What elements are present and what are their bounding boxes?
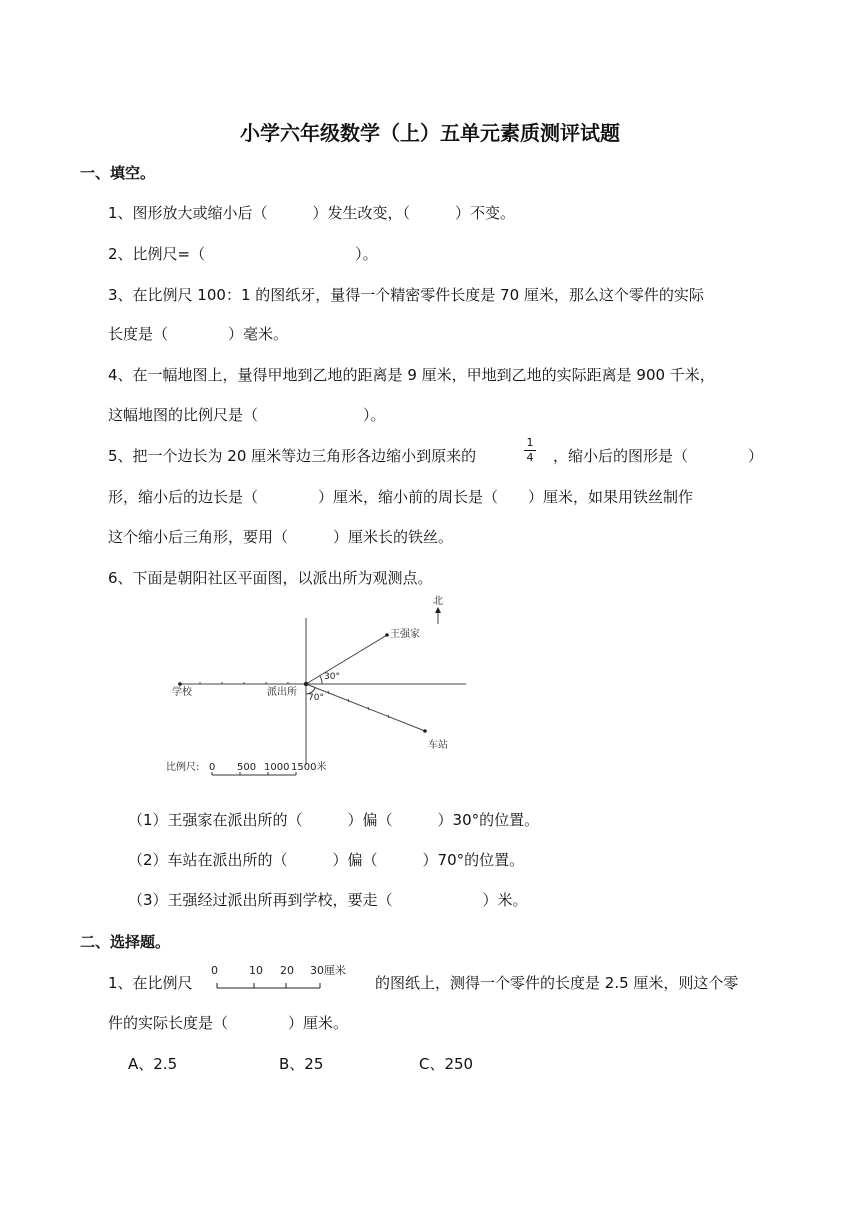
question-5-line-3: 这个缩小后三角形，要用（ ）厘米长的铁丝。: [108, 528, 454, 546]
choice-question-1-a: 1、在比例尺: [108, 974, 193, 992]
question-2: 2、比例尺=（ ）。: [108, 245, 378, 263]
map-scale-label: 比例尺:: [166, 762, 200, 773]
angle-70-label: 70°: [308, 693, 324, 703]
choice-question-1-line-2: 件的实际长度是（ ）厘米。: [108, 1014, 349, 1032]
choice-scale-line: [217, 983, 320, 988]
line-to-wang-home: [306, 635, 387, 684]
section-1-heading: 一、填空。: [80, 164, 156, 182]
fraction-one-quarter: [524, 437, 536, 464]
north-arrowhead-icon: [435, 607, 441, 613]
question-3-line-1: 3、在比例尺 100：1 的图纸牙，量得一个精密零件长度是 70 厘米，那么这个零件的实际: [108, 286, 704, 304]
school-label: 学校: [172, 687, 192, 698]
question-4-line-1: 4、在一幅地图上，量得甲地到乙地的距离是 9 厘米，甲地到乙地的实际距离是 900 千米，: [108, 366, 715, 384]
station-label: 车站: [428, 740, 448, 751]
question-4-line-2: 这幅地图的比例尺是（ ）。: [108, 406, 386, 424]
station-dot: [423, 729, 427, 733]
sub-question-3: （3）王强经过派出所再到学校，要走（ ）米。: [128, 891, 528, 909]
choice-scale-tick-30: 30厘米: [310, 964, 346, 977]
option-a: A、2.5: [128, 1055, 178, 1073]
question-5-line-1-b: ，缩小后的图形是（ ）: [553, 447, 764, 465]
fraction-denominator: 4: [526, 451, 534, 464]
school-dot: [178, 682, 182, 686]
option-b: B、25: [279, 1055, 324, 1073]
question-5-line-1-a: 5、把一个边长为 20 厘米等边三角形各边缩小到原来的: [108, 447, 477, 465]
fraction-numerator: 1: [526, 436, 534, 449]
choice-scale-bar: [206, 962, 366, 994]
angle-30-arc: [320, 676, 322, 684]
choice-question-1-b: 的图纸上，测得一个零件的长度是 2.5 厘米，则这个零: [375, 974, 739, 992]
wang-home-label: 王强家: [390, 629, 420, 640]
angle-30-label: 30°: [324, 672, 340, 682]
police-dot: [304, 682, 308, 686]
community-map: [160, 590, 480, 780]
map-scale-tick-1500: 1500米: [291, 762, 327, 773]
question-6: 6、下面是朝阳社区平面图，以派出所为观测点。: [108, 569, 433, 587]
option-c: C、250: [419, 1055, 474, 1073]
map-scale-tick-1000: 1000: [264, 762, 290, 773]
map-scale-tick-500: 500: [237, 762, 257, 773]
question-3-line-2: 长度是（ ）毫米。: [108, 325, 289, 343]
section-2-heading: 二、选择题。: [80, 933, 171, 951]
choice-scale-tick-10: 10: [249, 964, 263, 977]
choice-scale-tick-0: 0: [211, 964, 218, 977]
police-label: 派出所: [267, 687, 297, 698]
page-title: 小学六年级数学（上）五单元素质测评试题: [240, 121, 620, 145]
sub-question-1: （1）王强家在派出所的（ ）偏（ ）30°的位置。: [128, 811, 540, 829]
question-1: 1、图形放大或缩小后（ ）发生改变，（ ）不变。: [108, 204, 516, 222]
sub-question-2: （2）车站在派出所的（ ）偏（ ）70°的位置。: [128, 851, 525, 869]
choice-scale-tick-20: 20: [280, 964, 294, 977]
wang-home-dot: [385, 633, 389, 637]
map-scale-tick-0: 0: [209, 762, 216, 773]
question-5-line-2: 形，缩小后的边长是（ ）厘米，缩小前的周长是（ ）厘米，如果用铁丝制作: [108, 488, 694, 506]
line-to-station: [306, 684, 425, 731]
north-label: 北: [433, 596, 443, 607]
